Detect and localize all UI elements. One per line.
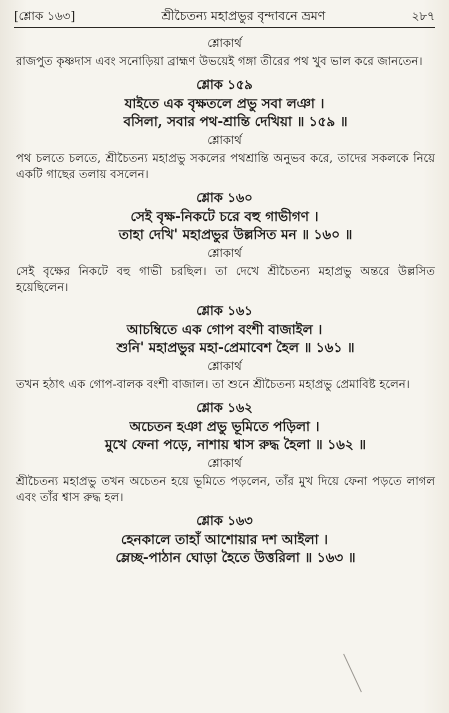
verse-number: শ্লোক ১৬১: [196, 304, 253, 319]
verse-number: শ্লোক ১৬০: [196, 191, 253, 206]
translation-heading: শ্লোকার্থ: [207, 36, 242, 50]
header-chapter-title: শ্রীচৈতন্য মহাপ্রভুর বৃন্দাবনে ভ্রমণ: [161, 8, 326, 23]
verse-line-2: তাহা দেখি' মহাপ্রভুর উল্লসিত মন ॥ ১৬০ ॥: [118, 227, 353, 243]
verse-line-1: হেনকালে তাহাঁ আশোয়ার দশ আইলা ।: [120, 532, 329, 548]
verse-line-1: আচম্বিতে এক গোপ বংশী বাজাইল ।: [126, 322, 323, 338]
pencil-mark: [343, 654, 362, 692]
verse-number: শ্লোক ১৫৯: [196, 78, 253, 93]
verse-line-1: যাইতে এক বৃক্ষতলে প্রভু সবা লঞা ।: [124, 96, 325, 112]
verse-line-2: মুখে ফেনা পড়ে, নাশায় শ্বাস রুদ্ধ হৈলা ॥ ১৬২ ॥: [104, 437, 367, 453]
verse-line-1: অচেতন হঞা প্রভু ভূমিতে পড়িলা ।: [129, 419, 320, 435]
verse-number: শ্লোক ১৬২: [196, 401, 253, 416]
translation-text: রাজপুত কৃষ্ণদাস এবং সনোড়িয়া ব্রাহ্মণ উভয়েই গঙ্গা তীরের পথ খুব ভাল করে জানতেন।: [16, 54, 423, 68]
translation-text: পথ চলতে চলতে, শ্রীচৈতন্য মহাপ্রভু সকলের পথশ্রান্তি অনুভব করে, তাদের সকলকে নিয়ে একটি গাছের তলায় বসলেন।: [16, 151, 435, 181]
verse-line-2: শুনি' মহাপ্রভুর মহা-প্রেমাবেশ হৈল ॥ ১৬১ ॥: [116, 340, 355, 356]
translation-text: শ্রীচৈতন্য মহাপ্রভু তখন অচেতন হয়ে ভূমিতে পড়লেন, তাঁর মুখ দিয়ে ফেনা পড়তে লাগল এবং তাঁর শ্বাস রুদ্ধ হল।: [16, 474, 435, 504]
verse-number: শ্লোক ১৬৩: [196, 514, 253, 529]
running-header: [14, 8, 435, 28]
verse-line-1: সেই বৃক্ষ-নিকটে চরে বহু গাভীগণ ।: [130, 209, 319, 225]
verse-line-2: ম্লেচ্ছ-পাঠান ঘোড়া হৈতে উত্তরিলা ॥ ১৬৩ ॥: [115, 550, 356, 566]
translation-text: তখন হঠাৎ এক গোপ-বালক বংশী বাজাল। তা শুনে শ্রীচৈতন্য মহাপ্রভু প্রেমাবিষ্ট হলেন।: [16, 377, 410, 391]
translation-heading: শ্লোকার্থ: [207, 456, 242, 470]
translation-heading: শ্লোকার্থ: [207, 133, 242, 147]
verse-line-2: বসিলা, সবার পথ-শ্রান্তি দেখিয়া ॥ ১৫৯ ॥: [123, 114, 348, 130]
translation-heading: শ্লোকার্থ: [207, 246, 242, 260]
page-number: ২৮৭: [411, 9, 435, 23]
translation-text: সেই বৃক্ষের নিকটে বহু গাভী চরছিল। তা দেখে শ্রীচৈতন্য মহাপ্রভু অন্তরে উল্লসিত হয়েছিলেন।: [16, 264, 435, 294]
translation-heading: শ্লোকার্থ: [207, 359, 242, 373]
header-verse-ref: [শ্লোক ১৬৩]: [14, 9, 76, 23]
